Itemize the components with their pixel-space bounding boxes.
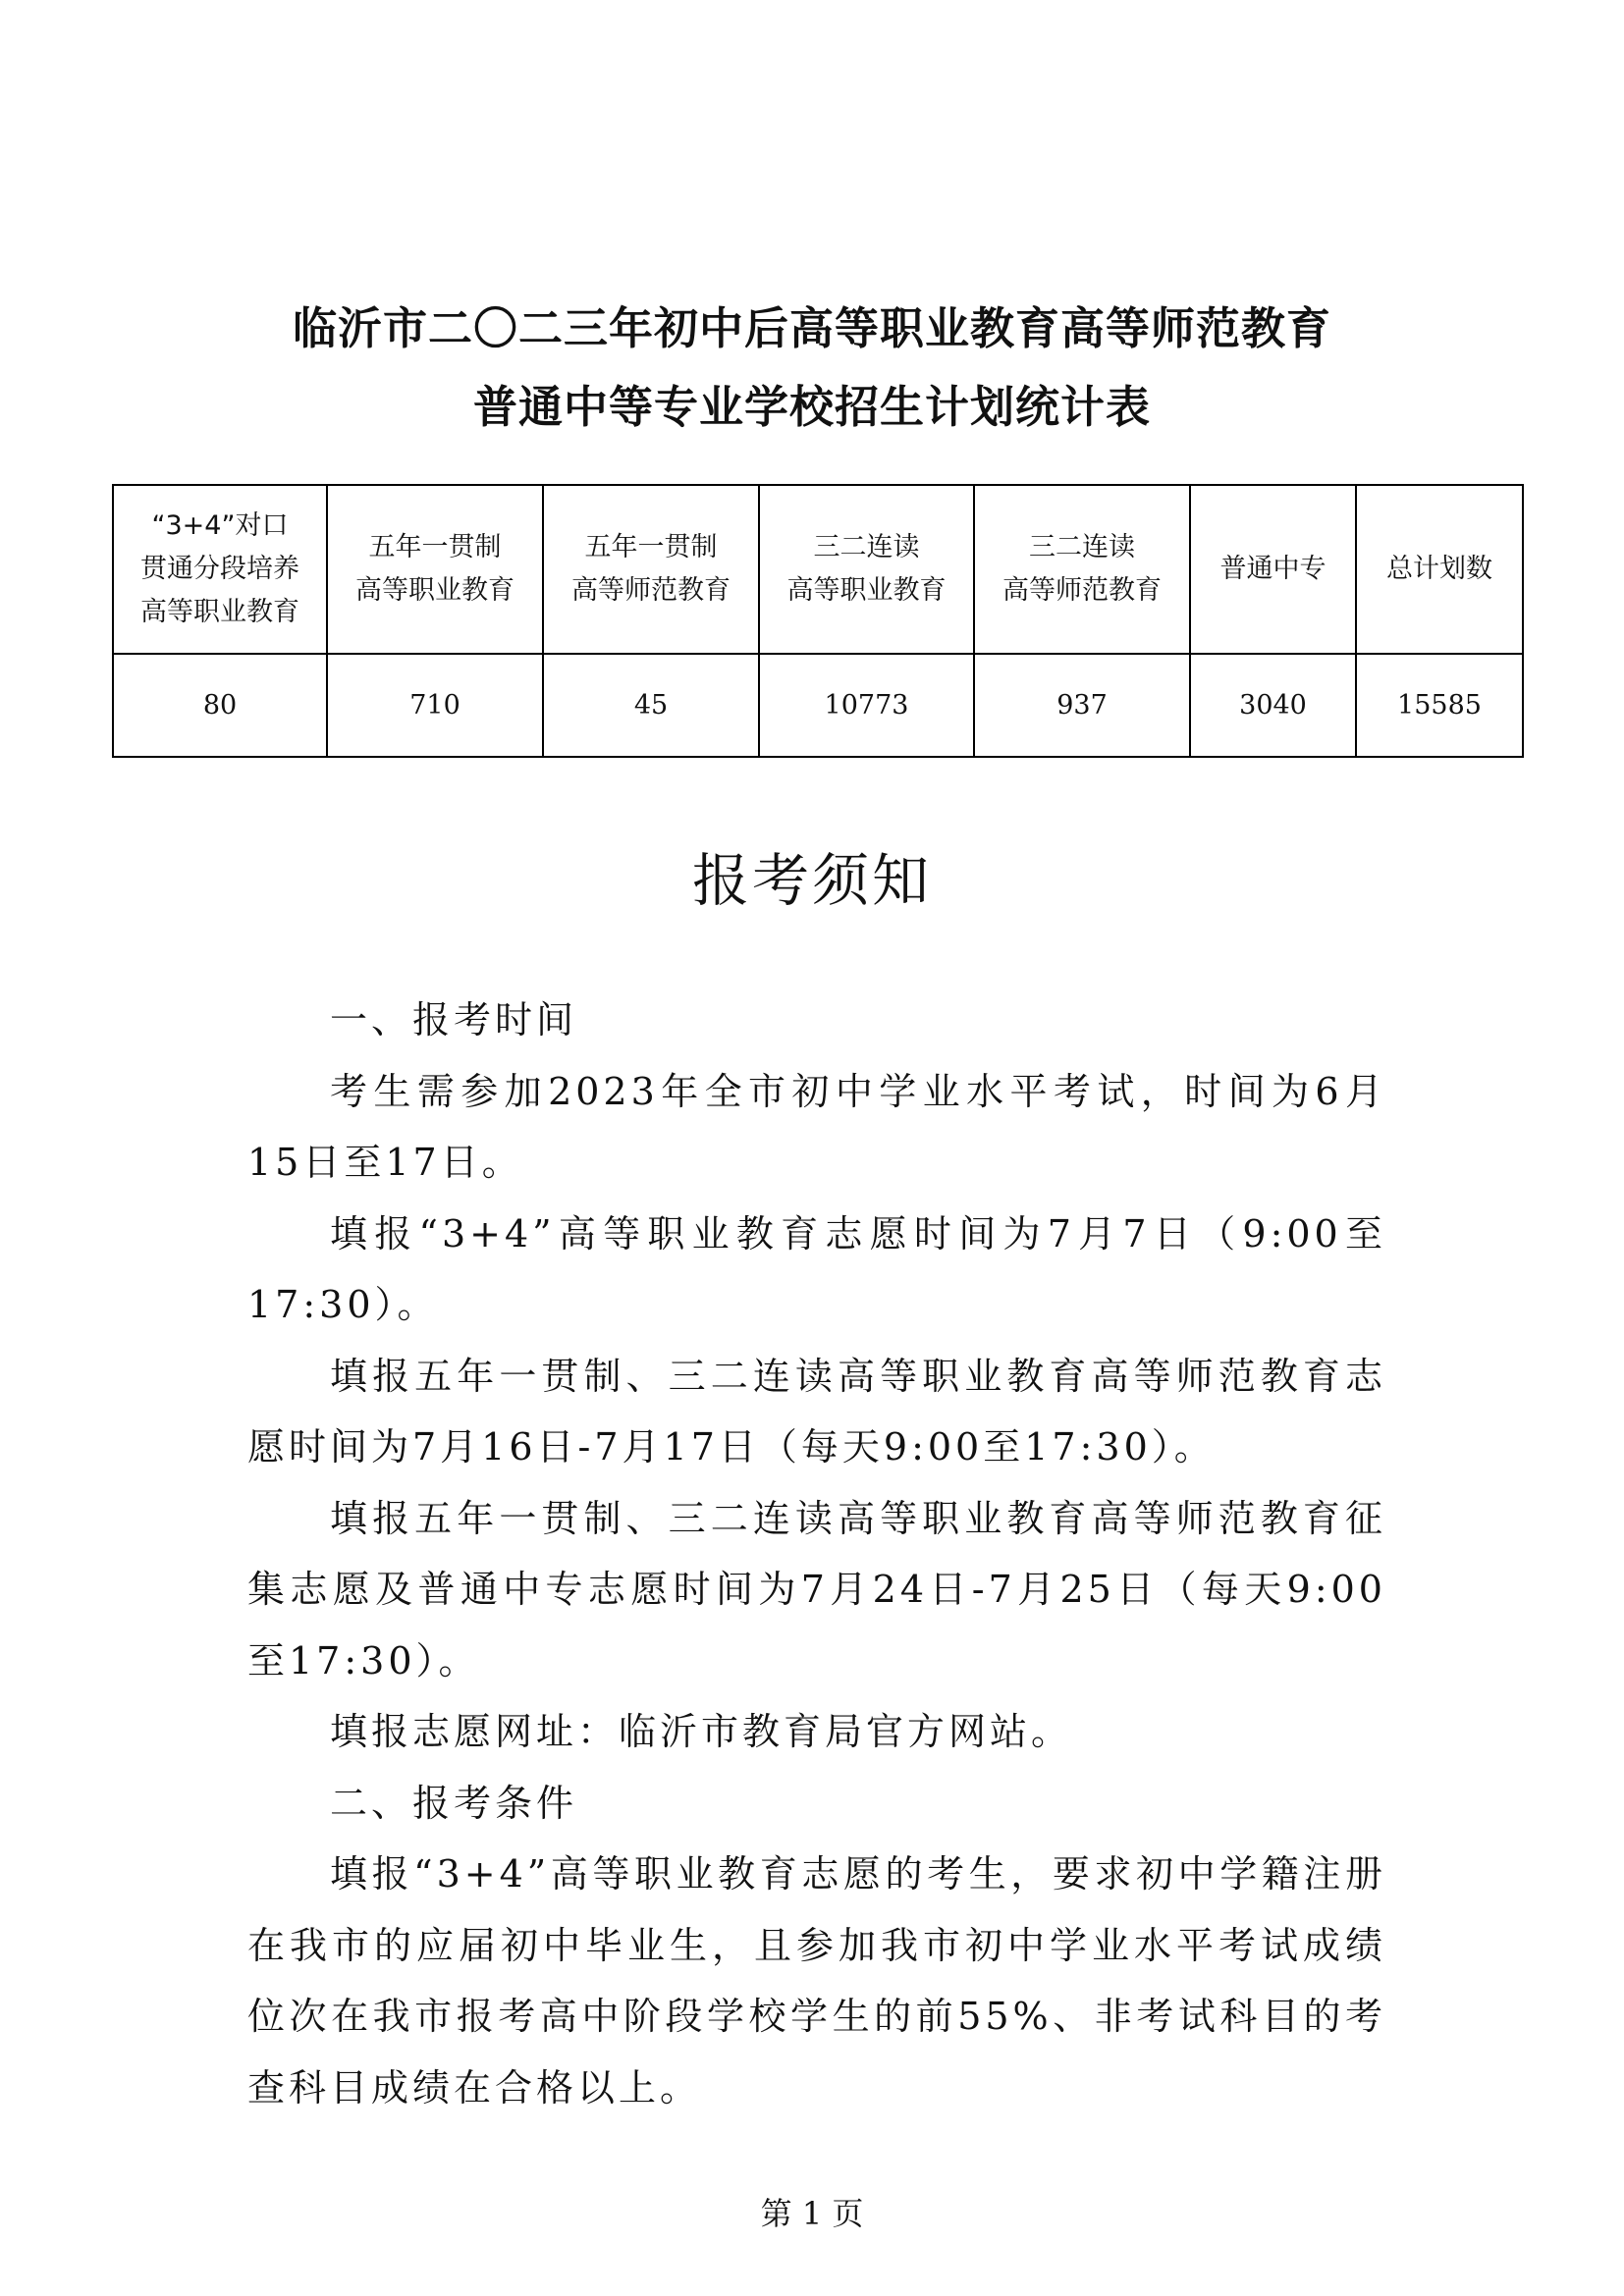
header-line: 三二连读 (1029, 532, 1135, 562)
header-line: 五年一贯制 (368, 532, 502, 562)
table-cell: 10773 (759, 654, 974, 757)
header-cell-secondary-specialized (1190, 485, 1356, 654)
paragraph-application-time: 填报五年一贯制、三二连读高等职业教育高等师范教育志愿时间为7月16日-7月17日（每天9:00至17:30）。 (247, 1354, 1386, 1468)
header-line: 高等师范教育 (1002, 575, 1162, 606)
header-line: 高等职业教育 (786, 575, 947, 606)
table-cell: 15585 (1356, 654, 1523, 757)
table-cell: 3040 (1190, 654, 1356, 757)
document-title-line-2: 普通中等专业学校招生计划统计表 (472, 381, 1151, 433)
section-heading-conditions: 二、报考条件 (330, 1781, 578, 1825)
header-line: 贯通分段培养 (140, 554, 299, 584)
header-line: 三二连读 (813, 532, 920, 562)
table-cell: 710 (327, 654, 543, 757)
table-cell: 45 (543, 654, 759, 757)
notice-body (247, 985, 1386, 2123)
table-cell: 80 (113, 654, 327, 757)
paragraph-website: 填报志愿网址：临沂市教育局官方网站。 (330, 1710, 1073, 1753)
enrollment-plan-table (112, 484, 1524, 758)
page-number: 第 1 页 (760, 2195, 864, 2232)
header-line: 五年一贯制 (584, 532, 718, 562)
table-row (113, 654, 1523, 757)
paragraph-3plus4-conditions: 填报“3+4”高等职业教育志愿的考生，要求初中学籍注册在我市的应届初中毕业生，且参加我市初中学业水平考试成绩位次在我市报考高中阶段学校学生的前55%、非考试科目的考查科目成绩在合格以上。 (247, 1852, 1386, 2109)
header-cell-total (1356, 485, 1523, 654)
document-title-line-1: 临沂市二〇二三年初中后高等职业教育高等师范教育 (292, 302, 1331, 354)
header-cell-five-year-vocational (327, 485, 543, 654)
header-line: “3+4”对口 (151, 510, 289, 541)
table-cell: 937 (974, 654, 1190, 757)
section-heading-time: 一、报考时间 (330, 998, 578, 1041)
header-line: 高等职业教育 (355, 575, 514, 606)
table-header-row (113, 485, 1523, 654)
header-cell-3plus2-vocational (759, 485, 974, 654)
header-cell-3plus2-normal (974, 485, 1190, 654)
header-line: 普通中专 (1219, 554, 1326, 584)
header-line: 高等师范教育 (571, 575, 731, 606)
header-line: 总计划数 (1386, 554, 1492, 584)
notice-title: 报考须知 (691, 847, 932, 914)
paragraph-3plus4-time: 填报“3+4”高等职业教育志愿时间为7月7日（9:00至17:30）。 (247, 1211, 1386, 1326)
paragraph-supplementary-time: 填报五年一贯制、三二连读高等职业教育高等师范教育征集志愿及普通中专志愿时间为7月24日-7月25日（每天9:00至17:30）。 (247, 1496, 1386, 1682)
header-cell-five-year-normal (543, 485, 759, 654)
header-cell-3plus4 (113, 485, 327, 654)
header-line: 高等职业教育 (140, 597, 299, 627)
paragraph-exam-time: 考生需参加2023年全市初中学业水平考试，时间为6月15日至17日。 (247, 1069, 1386, 1184)
